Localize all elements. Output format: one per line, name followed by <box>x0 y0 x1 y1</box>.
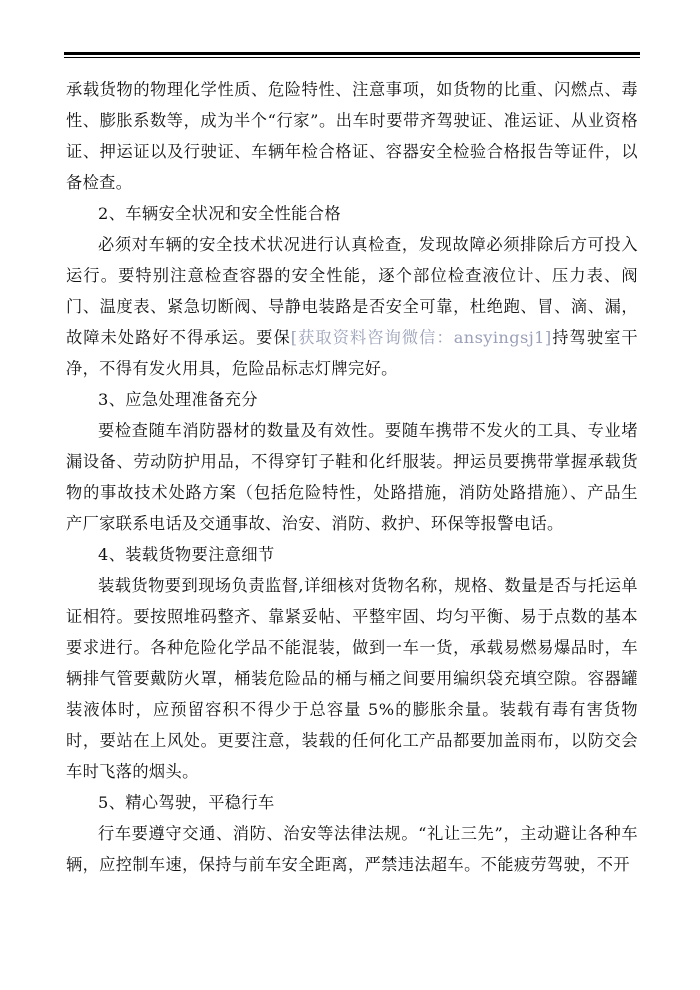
paragraph-text: 必须对车辆的安全技术状况进行认真检查，发现故障必须排除后方可投入运行。要特别注意检查容器的安全性能，逐个部位检查液位计、压力表、阀门、温度表、紧急切断阀、导静电装路是否安全可靠，杜绝跑、冒、滴、漏，故障未处路好不得承运。要保 <box>66 235 638 347</box>
paragraph-text: 持驾驶室干净，不得有发火用具，危险品标志灯牌完好。 <box>66 328 638 378</box>
header-rule-thick <box>64 52 640 55</box>
paragraph-loading-details: 装载货物要到现场负责监督,详细核对货物名称，规格、数量是否与托运单证相符。要按照堆码整齐、靠紧妥帖、平整牢固、均匀平衡、易于点数的基本要求进行。各种危险化学品不能混装，做到一车一货，承载易燃易爆品时，车辆排气管要戴防火罩，桶装危险品的桶与桶之间要用编织袋充填空隙。容器罐装液体时，应预留容积不得少于总容量 5%的膨胀余量。装载有毒有害货物时，要站在上风处。更要注意，装载的任何化工产品都要加盖雨布，以防交会车时飞落的烟头。 <box>66 576 638 781</box>
paragraph-vehicle-inspection <box>66 229 638 384</box>
section-heading-driving: 5、精心驾驶，平稳行车 <box>98 793 275 812</box>
header-rule-thin <box>64 57 640 58</box>
document-body <box>66 74 638 880</box>
section-heading-emergency: 3、应急处理准备充分 <box>98 390 258 409</box>
watermark-text: [获取资料咨询微信：ansyingsj1] <box>290 328 552 347</box>
paragraph-driving: 行车要遵守交通、消防、治安等法律法规。“礼让三先”，主动避让各种车辆，应控制车速，保持与前车安全距离，严禁违法超车。不能疲劳驾驶，不开 <box>66 824 638 874</box>
paragraph-cargo-knowledge: 承载货物的物理化学性质、危险特性、注意事项，如货物的比重、闪燃点、毒性、膨胀系数等，成为半个“行家”。出车时要带齐驾驶证、准运证、从业资格证、押运证以及行驶证、车辆年检合格证、容器安全检验合格报告等证件，以备检查。 <box>66 80 638 192</box>
section-heading-loading: 4、装载货物要注意细节 <box>98 545 275 564</box>
paragraph-emergency-equipment: 要检查随车消防器材的数量及有效性。要随车携带不发火的工具、专业堵漏设备、劳动防护用品，不得穿钉子鞋和化纤服装。押运员要携带掌握承载货物的事故技术处路方案（包括危险特性，处路措施，消防处路措施）、产品生产厂家联系电话及交通事故、治安、消防、救护、环保等报警电话。 <box>66 421 638 533</box>
section-heading-vehicle-safety: 2、车辆安全状况和安全性能合格 <box>98 204 341 223</box>
